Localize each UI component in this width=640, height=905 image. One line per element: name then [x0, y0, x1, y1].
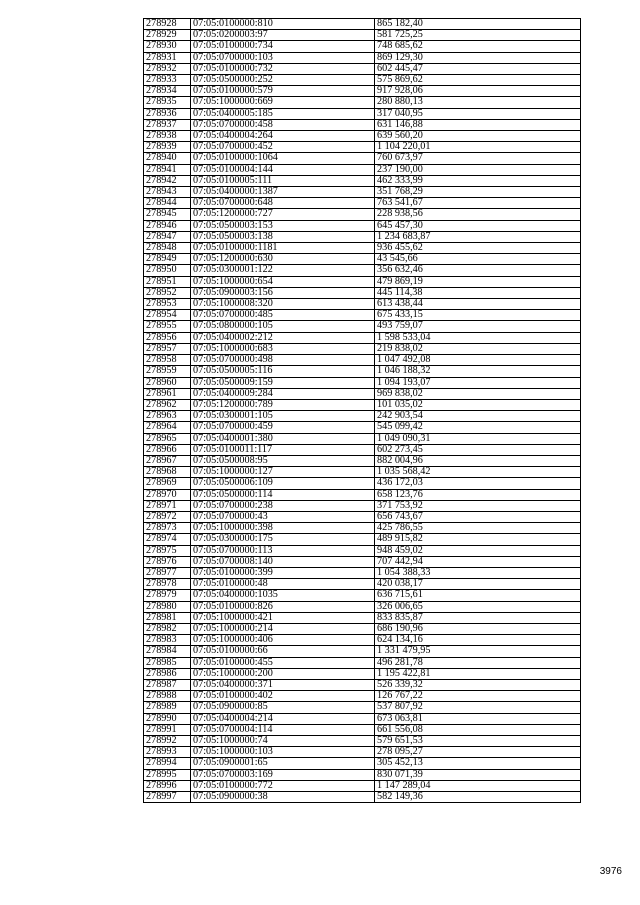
- row-number-cell: 278996: [144, 780, 191, 791]
- cadastral-number-cell: 07:05:1000000:103: [191, 747, 375, 758]
- table-row: [144, 657, 581, 668]
- table-row: [144, 187, 581, 198]
- table-row: [144, 433, 581, 444]
- cadastral-value-cell: 936 455,62: [375, 243, 581, 254]
- cadastral-number-cell: 07:05:0700000:485: [191, 310, 375, 321]
- row-number-cell: 278964: [144, 422, 191, 433]
- cadastral-number-cell: 07:05:0100000:66: [191, 646, 375, 657]
- cadastral-number-cell: 07:05:0400000:1387: [191, 187, 375, 198]
- row-number-cell: 278963: [144, 411, 191, 422]
- cadastral-value-cell: 462 333,99: [375, 175, 581, 186]
- cadastral-number-cell: 07:05:0700000:648: [191, 198, 375, 209]
- row-number-cell: 278991: [144, 724, 191, 735]
- row-number-cell: 278978: [144, 579, 191, 590]
- row-number-cell: 278940: [144, 153, 191, 164]
- row-number-cell: 278955: [144, 321, 191, 332]
- row-number-cell: 278980: [144, 601, 191, 612]
- row-number-cell: 278971: [144, 500, 191, 511]
- cadastral-value-cell: 948 459,02: [375, 545, 581, 556]
- row-number-cell: 278989: [144, 702, 191, 713]
- row-number-cell: 278972: [144, 511, 191, 522]
- cadastral-value-cell: 707 442,94: [375, 556, 581, 567]
- cadastral-number-cell: 07:05:0700000:452: [191, 142, 375, 153]
- cadastral-number-cell: 07:05:0700004:114: [191, 724, 375, 735]
- row-number-cell: 278946: [144, 220, 191, 231]
- cadastral-value-cell: 675 433,15: [375, 310, 581, 321]
- table-row: [144, 231, 581, 242]
- row-number-cell: 278970: [144, 489, 191, 500]
- table-row: [144, 792, 581, 803]
- cadastral-number-cell: 07:05:1000000:406: [191, 635, 375, 646]
- cadastral-number-cell: 07:05:1000000:421: [191, 612, 375, 623]
- table-row: [144, 601, 581, 612]
- cadastral-value-cell: 763 541,67: [375, 198, 581, 209]
- row-number-cell: 278992: [144, 736, 191, 747]
- cadastral-number-cell: 07:05:0100000:402: [191, 691, 375, 702]
- table-row: [144, 623, 581, 634]
- row-number-cell: 278987: [144, 679, 191, 690]
- cadastral-number-cell: 07:05:0100005:111: [191, 175, 375, 186]
- cadastral-value-cell: 602 445,47: [375, 63, 581, 74]
- table-row: [144, 489, 581, 500]
- cadastral-value-cell: 280 880,13: [375, 97, 581, 108]
- cadastral-number-cell: 07:05:0700000:498: [191, 355, 375, 366]
- table-row: [144, 500, 581, 511]
- table-row: [144, 299, 581, 310]
- page-number: 3976: [599, 866, 622, 877]
- cadastral-value-cell: 420 038,17: [375, 579, 581, 590]
- cadastral-value-cell: 582 149,36: [375, 792, 581, 803]
- row-number-cell: 278988: [144, 691, 191, 702]
- row-number-cell: 278984: [144, 646, 191, 657]
- cadastral-number-cell: 07:05:0900000:85: [191, 702, 375, 713]
- cadastral-value-cell: 636 715,61: [375, 590, 581, 601]
- cadastral-number-cell: 07:05:0400004:214: [191, 713, 375, 724]
- row-number-cell: 278936: [144, 108, 191, 119]
- cadastral-number-cell: 07:05:0500006:109: [191, 478, 375, 489]
- cadastral-number-cell: 07:05:0400001:380: [191, 433, 375, 444]
- cadastral-value-cell: 237 190,00: [375, 164, 581, 175]
- row-number-cell: 278941: [144, 164, 191, 175]
- table-row: [144, 724, 581, 735]
- cadastral-value-cell: 673 063,81: [375, 713, 581, 724]
- table-row: [144, 153, 581, 164]
- cadastral-number-cell: 07:05:0100000:399: [191, 567, 375, 578]
- table-row: [144, 399, 581, 410]
- table-row: [144, 444, 581, 455]
- row-number-cell: 278967: [144, 455, 191, 466]
- cadastral-number-cell: 07:05:0700000:459: [191, 422, 375, 433]
- table-row: [144, 679, 581, 690]
- cadastral-number-cell: 07:05:0100000:734: [191, 41, 375, 52]
- row-number-cell: 278975: [144, 545, 191, 556]
- row-number-cell: 278935: [144, 97, 191, 108]
- row-number-cell: 278959: [144, 366, 191, 377]
- row-number-cell: 278986: [144, 668, 191, 679]
- cadastral-number-cell: 07:05:0500000:114: [191, 489, 375, 500]
- table-row: [144, 175, 581, 186]
- cadastral-number-cell: 07:05:1000000:200: [191, 668, 375, 679]
- table-row: [144, 545, 581, 556]
- row-number-cell: 278968: [144, 467, 191, 478]
- table-row: [144, 97, 581, 108]
- cadastral-value-cell: 830 071,39: [375, 769, 581, 780]
- row-number-cell: 278982: [144, 623, 191, 634]
- row-number-cell: 278932: [144, 63, 191, 74]
- table-row: [144, 366, 581, 377]
- table-row: [144, 287, 581, 298]
- table-row: [144, 254, 581, 265]
- cadastral-number-cell: 07:05:0100000:772: [191, 780, 375, 791]
- table-row: [144, 243, 581, 254]
- cadastral-value-cell: 882 004,96: [375, 455, 581, 466]
- cadastral-number-cell: 07:05:0100004:144: [191, 164, 375, 175]
- table-row: [144, 388, 581, 399]
- cadastral-number-cell: 07:05:0100000:1181: [191, 243, 375, 254]
- cadastral-number-cell: 07:05:0900003:156: [191, 287, 375, 298]
- table-row: [144, 310, 581, 321]
- cadastral-number-cell: 07:05:1200000:789: [191, 399, 375, 410]
- row-number-cell: 278956: [144, 332, 191, 343]
- row-number-cell: 278947: [144, 231, 191, 242]
- table-row: [144, 713, 581, 724]
- cadastral-value-cell: 278 095,27: [375, 747, 581, 758]
- cadastral-number-cell: 07:05:0500003:153: [191, 220, 375, 231]
- cadastral-number-cell: 07:05:0700000:458: [191, 119, 375, 130]
- row-number-cell: 278942: [144, 175, 191, 186]
- cadastral-value-cell: 242 903,54: [375, 411, 581, 422]
- row-number-cell: 278937: [144, 119, 191, 130]
- cadastral-number-cell: 07:05:0700000:43: [191, 511, 375, 522]
- cadastral-value-cell: 526 339,32: [375, 679, 581, 690]
- cadastral-value-cell: 1 234 683,87: [375, 231, 581, 242]
- cadastral-number-cell: 07:05:1000000:683: [191, 343, 375, 354]
- cadastral-number-cell: 07:05:1000000:214: [191, 623, 375, 634]
- table-row: [144, 455, 581, 466]
- row-number-cell: 278939: [144, 142, 191, 153]
- cadastral-value-cell: 126 767,22: [375, 691, 581, 702]
- cadastral-number-cell: 07:05:1000000:127: [191, 467, 375, 478]
- cadastral-number-cell: 07:05:0500005:116: [191, 366, 375, 377]
- cadastral-number-cell: 07:05:0400002:212: [191, 332, 375, 343]
- cadastral-value-cell: 1 054 388,33: [375, 567, 581, 578]
- cadastral-number-cell: 07:05:0700003:169: [191, 769, 375, 780]
- table-row: [144, 769, 581, 780]
- cadastral-value-cell: 869 129,30: [375, 52, 581, 63]
- cadastral-number-cell: 07:05:0300000:175: [191, 534, 375, 545]
- table-row: [144, 612, 581, 623]
- cadastral-value-cell: 425 786,55: [375, 523, 581, 534]
- cadastral-number-cell: 07:05:0500008:95: [191, 455, 375, 466]
- row-number-cell: 278979: [144, 590, 191, 601]
- table-row: [144, 635, 581, 646]
- table-row: [144, 142, 581, 153]
- row-number-cell: 278945: [144, 209, 191, 220]
- cadastral-value-cell: 833 835,87: [375, 612, 581, 623]
- table-row: [144, 52, 581, 63]
- cadastral-number-cell: 07:05:0100000:48: [191, 579, 375, 590]
- cadastral-number-cell: 07:05:0400000:1035: [191, 590, 375, 601]
- table-row: [144, 198, 581, 209]
- cadastral-number-cell: 07:05:0900000:38: [191, 792, 375, 803]
- table-row: [144, 668, 581, 679]
- row-number-cell: 278983: [144, 635, 191, 646]
- cadastral-number-cell: 07:05:0100000:732: [191, 63, 375, 74]
- cadastral-value-cell: 658 123,76: [375, 489, 581, 500]
- cadastral-value-cell: 624 134,16: [375, 635, 581, 646]
- table-row: [144, 478, 581, 489]
- row-number-cell: 278948: [144, 243, 191, 254]
- cadastral-value-cell: 479 869,19: [375, 276, 581, 287]
- row-number-cell: 278969: [144, 478, 191, 489]
- cadastral-number-cell: 07:05:0400000:371: [191, 679, 375, 690]
- table-row: [144, 377, 581, 388]
- table-row: [144, 343, 581, 354]
- cadastral-number-cell: 07:05:0400009:284: [191, 388, 375, 399]
- cadastral-value-cell: 748 685,62: [375, 41, 581, 52]
- cadastral-value-cell: 219 838,02: [375, 343, 581, 354]
- cadastral-number-cell: 07:05:0200003:97: [191, 30, 375, 41]
- cadastral-value-cell: 43 545,66: [375, 254, 581, 265]
- cadastral-number-cell: 07:05:1000000:669: [191, 97, 375, 108]
- row-number-cell: 278977: [144, 567, 191, 578]
- cadastral-number-cell: 07:05:0900001:65: [191, 758, 375, 769]
- table-row: [144, 164, 581, 175]
- cadastral-value-cell: 1 195 422,81: [375, 668, 581, 679]
- table-row: [144, 534, 581, 545]
- cadastral-value-cell: 445 114,38: [375, 287, 581, 298]
- cadastral-number-cell: 07:05:0300001:122: [191, 265, 375, 276]
- row-number-cell: 278960: [144, 377, 191, 388]
- cadastral-number-cell: 07:05:0700000:238: [191, 500, 375, 511]
- table-row: [144, 41, 581, 52]
- table-row: [144, 265, 581, 276]
- cadastral-value-cell: 865 182,40: [375, 19, 581, 30]
- cadastral-number-cell: 07:05:0100000:579: [191, 86, 375, 97]
- cadastral-number-cell: 07:05:0100000:810: [191, 19, 375, 30]
- row-number-cell: 278966: [144, 444, 191, 455]
- table-row: [144, 131, 581, 142]
- row-number-cell: 278938: [144, 131, 191, 142]
- row-number-cell: 278958: [144, 355, 191, 366]
- cadastral-value-cell: 489 915,82: [375, 534, 581, 545]
- table-row: [144, 567, 581, 578]
- cadastral-number-cell: 07:05:0800000:105: [191, 321, 375, 332]
- table-row: [144, 590, 581, 601]
- cadastral-value-cell: 1 598 533,04: [375, 332, 581, 343]
- cadastral-value-cell: 1 047 492,08: [375, 355, 581, 366]
- cadastral-number-cell: 07:05:0500003:138: [191, 231, 375, 242]
- table-row: [144, 276, 581, 287]
- cadastral-number-cell: 07:05:0100000:826: [191, 601, 375, 612]
- cadastral-value-cell: 1 331 479,95: [375, 646, 581, 657]
- cadastral-number-cell: 07:05:1200000:630: [191, 254, 375, 265]
- cadastral-value-cell: 545 099,42: [375, 422, 581, 433]
- table-row: [144, 30, 581, 41]
- table-row: [144, 75, 581, 86]
- cadastral-value-cell: 436 172,03: [375, 478, 581, 489]
- table-row: [144, 63, 581, 74]
- table-row: [144, 220, 581, 231]
- cadastral-value-cell: 1 049 090,31: [375, 433, 581, 444]
- cadastral-value-cell: 613 438,44: [375, 299, 581, 310]
- cadastral-number-cell: 07:05:0300001:105: [191, 411, 375, 422]
- cadastral-number-cell: 07:05:0400004:264: [191, 131, 375, 142]
- row-number-cell: 278929: [144, 30, 191, 41]
- row-number-cell: 278994: [144, 758, 191, 769]
- cadastral-value-cell: 317 040,95: [375, 108, 581, 119]
- table-row: [144, 702, 581, 713]
- table-row: [144, 467, 581, 478]
- table-row: [144, 332, 581, 343]
- row-number-cell: 278933: [144, 75, 191, 86]
- row-number-cell: 278995: [144, 769, 191, 780]
- cadastral-value-cell: 686 190,96: [375, 623, 581, 634]
- row-number-cell: 278976: [144, 556, 191, 567]
- table-row: [144, 209, 581, 220]
- cadastral-number-cell: 07:05:0100000:1064: [191, 153, 375, 164]
- table-row: [144, 780, 581, 791]
- cadastral-value-cell: 1 094 193,07: [375, 377, 581, 388]
- table-row: [144, 108, 581, 119]
- cadastral-number-cell: 07:05:1000000:74: [191, 736, 375, 747]
- table-row: [144, 556, 581, 567]
- row-number-cell: 278985: [144, 657, 191, 668]
- row-number-cell: 278997: [144, 792, 191, 803]
- table-row: [144, 736, 581, 747]
- cadastral-value-cell: 101 035,02: [375, 399, 581, 410]
- cadastral-value-cell: 760 673,97: [375, 153, 581, 164]
- row-number-cell: 278943: [144, 187, 191, 198]
- cadastral-value-cell: 1 147 289,04: [375, 780, 581, 791]
- cadastral-number-cell: 07:05:1000000:654: [191, 276, 375, 287]
- table-row: [144, 579, 581, 590]
- row-number-cell: 278953: [144, 299, 191, 310]
- cadastral-value-cell: 305 452,13: [375, 758, 581, 769]
- table-row: [144, 646, 581, 657]
- cadastral-number-cell: 07:05:0700008:140: [191, 556, 375, 567]
- row-number-cell: 278928: [144, 19, 191, 30]
- cadastral-value-cell: 351 768,29: [375, 187, 581, 198]
- table-row: [144, 747, 581, 758]
- table-row: [144, 422, 581, 433]
- cadastral-value-cell: 602 273,45: [375, 444, 581, 455]
- cadastral-value-cell: 537 807,92: [375, 702, 581, 713]
- row-number-cell: 278951: [144, 276, 191, 287]
- row-number-cell: 278990: [144, 713, 191, 724]
- cadastral-number-cell: 07:05:0500009:159: [191, 377, 375, 388]
- row-number-cell: 278981: [144, 612, 191, 623]
- row-number-cell: 278934: [144, 86, 191, 97]
- table-row: [144, 321, 581, 332]
- table-row: [144, 523, 581, 534]
- cadastral-value-cell: 631 146,88: [375, 119, 581, 130]
- cadastral-value-cell: 1 104 220,01: [375, 142, 581, 153]
- cadastral-number-cell: 07:05:1200000:727: [191, 209, 375, 220]
- table-row: [144, 411, 581, 422]
- table-row: [144, 86, 581, 97]
- row-number-cell: 278952: [144, 287, 191, 298]
- table-row: [144, 119, 581, 130]
- cadastral-value-cell: 969 838,02: [375, 388, 581, 399]
- cadastral-value-cell: 639 560,20: [375, 131, 581, 142]
- cadastral-value-cell: 575 869,62: [375, 75, 581, 86]
- cadastral-number-cell: 07:05:0500000:252: [191, 75, 375, 86]
- cadastral-value-cell: 228 938,56: [375, 209, 581, 220]
- row-number-cell: 278993: [144, 747, 191, 758]
- cadastral-value-cell: 581 725,25: [375, 30, 581, 41]
- cadastral-number-cell: 07:05:0700000:113: [191, 545, 375, 556]
- row-number-cell: 278957: [144, 343, 191, 354]
- row-number-cell: 278930: [144, 41, 191, 52]
- row-number-cell: 278954: [144, 310, 191, 321]
- cadastral-value-cell: 1 035 568,42: [375, 467, 581, 478]
- cadastral-number-cell: 07:05:0400005:185: [191, 108, 375, 119]
- cadastral-value-cell: 371 753,92: [375, 500, 581, 511]
- row-number-cell: 278962: [144, 399, 191, 410]
- table-row: [144, 758, 581, 769]
- cadastral-value-table: [143, 18, 581, 803]
- cadastral-value-cell: 496 281,78: [375, 657, 581, 668]
- cadastral-value-cell: 326 006,65: [375, 601, 581, 612]
- row-number-cell: 278949: [144, 254, 191, 265]
- cadastral-value-cell: 645 457,30: [375, 220, 581, 231]
- cadastral-value-cell: 656 743,67: [375, 511, 581, 522]
- cadastral-value-cell: 1 046 188,32: [375, 366, 581, 377]
- table-row: [144, 691, 581, 702]
- cadastral-number-cell: 07:05:0100000:455: [191, 657, 375, 668]
- row-number-cell: 278974: [144, 534, 191, 545]
- cadastral-number-cell: 07:05:0100011:117: [191, 444, 375, 455]
- cadastral-value-cell: 579 651,53: [375, 736, 581, 747]
- row-number-cell: 278931: [144, 52, 191, 63]
- row-number-cell: 278973: [144, 523, 191, 534]
- table-row: [144, 355, 581, 366]
- cadastral-value-cell: 917 928,06: [375, 86, 581, 97]
- cadastral-value-cell: 356 632,46: [375, 265, 581, 276]
- cadastral-number-cell: 07:05:1000008:320: [191, 299, 375, 310]
- cadastral-number-cell: 07:05:0700000:103: [191, 52, 375, 63]
- cadastral-value-cell: 493 759,07: [375, 321, 581, 332]
- row-number-cell: 278961: [144, 388, 191, 399]
- table-row: [144, 19, 581, 30]
- row-number-cell: 278965: [144, 433, 191, 444]
- table-row: [144, 511, 581, 522]
- row-number-cell: 278950: [144, 265, 191, 276]
- table-body: [144, 19, 581, 803]
- cadastral-value-cell: 661 556,08: [375, 724, 581, 735]
- cadastral-number-cell: 07:05:1000000:398: [191, 523, 375, 534]
- row-number-cell: 278944: [144, 198, 191, 209]
